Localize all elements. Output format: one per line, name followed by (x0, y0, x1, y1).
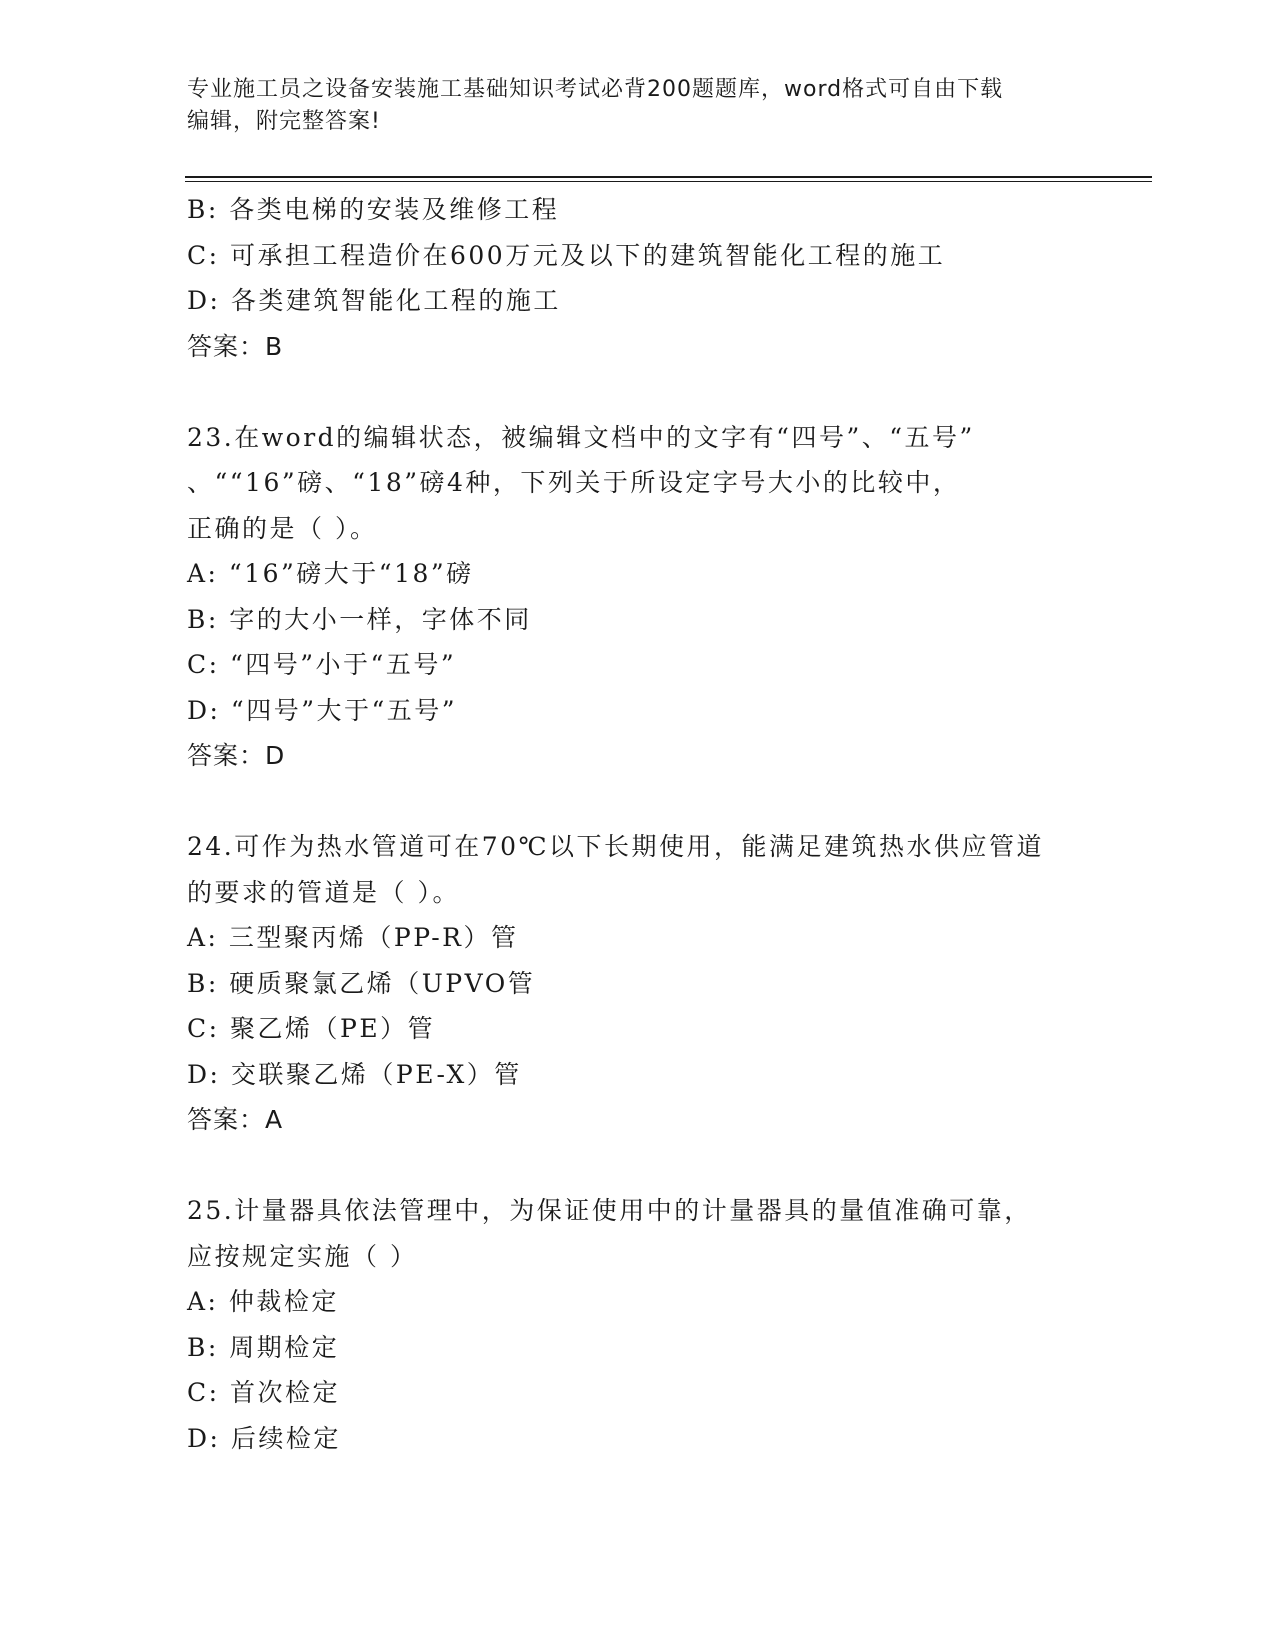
header-divider-thin (185, 181, 1152, 182)
q25-option-b: B: 周期检定 (187, 1332, 340, 1362)
q24-stem-line-2: 的要求的管道是（ ）。 (187, 877, 460, 907)
q25-option-c: C: 首次检定 (187, 1378, 340, 1407)
question-spacer (187, 1143, 1147, 1189)
question-spacer (187, 779, 1147, 825)
q23-option-a: A: “16”磅大于“18”磅 (187, 559, 474, 588)
q24-answer: 答案：A (187, 1105, 284, 1134)
q23-option-d: D: “四号”大于“五号” (187, 695, 458, 725)
q23-option-c: C: “四号”小于“五号” (187, 650, 457, 679)
header-divider-thick (185, 176, 1152, 178)
document-header (187, 74, 1087, 138)
q23-option-b: B: 字的大小一样，字体不同 (187, 604, 532, 634)
q22-option-d: D: 各类建筑智能化工程的施工 (187, 286, 561, 315)
question-25 (187, 1188, 1147, 1461)
q24-option-b: B: 硬质聚氯乙烯（UPVO管 (187, 968, 536, 998)
q22-answer: 答案：B (187, 331, 284, 361)
q24-option-d: D: 交联聚乙烯（PE-X）管 (187, 1059, 522, 1089)
q22-option-c: C: 可承担工程造价在600万元及以下的建筑智能化工程的施工 (187, 240, 946, 270)
q23-stem-line-3: 正确的是（ ）。 (187, 513, 378, 543)
q23-answer: 答案：D (187, 741, 286, 770)
question-24 (187, 824, 1147, 1143)
question-list (187, 187, 1147, 1461)
q24-option-c: C: 聚乙烯（PE）管 (187, 1014, 436, 1043)
q25-option-a: A: 仲裁检定 (187, 1287, 339, 1316)
q25-option-d: D: 后续检定 (187, 1423, 341, 1453)
q22-option-b: B: 各类电梯的安装及维修工程 (187, 195, 560, 224)
header-title-line-1: 专业施工员之设备安装施工基础知识考试必背200题题库，word格式可自由下载 (187, 77, 1004, 102)
q23-stem-line-1: 23.在word的编辑状态，被编辑文档中的文字有“四号”、“五号” (187, 422, 975, 452)
header-title-line-2: 编辑，附完整答案! (187, 109, 381, 134)
question-spacer (187, 369, 1147, 415)
q25-stem-line-1: 25.计量器具依法管理中，为保证使用中的计量器具的量值准确可靠， (187, 1196, 1032, 1225)
q23-stem-line-2: 、““16”磅、“18”磅4种，下列关于所设定字号大小的比较中， (187, 468, 961, 497)
q24-stem-line-1: 24.可作为热水管道可在70℃以下长期使用，能满足建筑热水供应管道 (187, 832, 1045, 861)
question-23 (187, 415, 1147, 779)
q25-stem-line-2: 应按规定实施（ ） (187, 1241, 418, 1271)
q24-option-a: A: 三型聚丙烯（PP-R）管 (187, 923, 519, 952)
question-22-remainder (187, 187, 1147, 369)
